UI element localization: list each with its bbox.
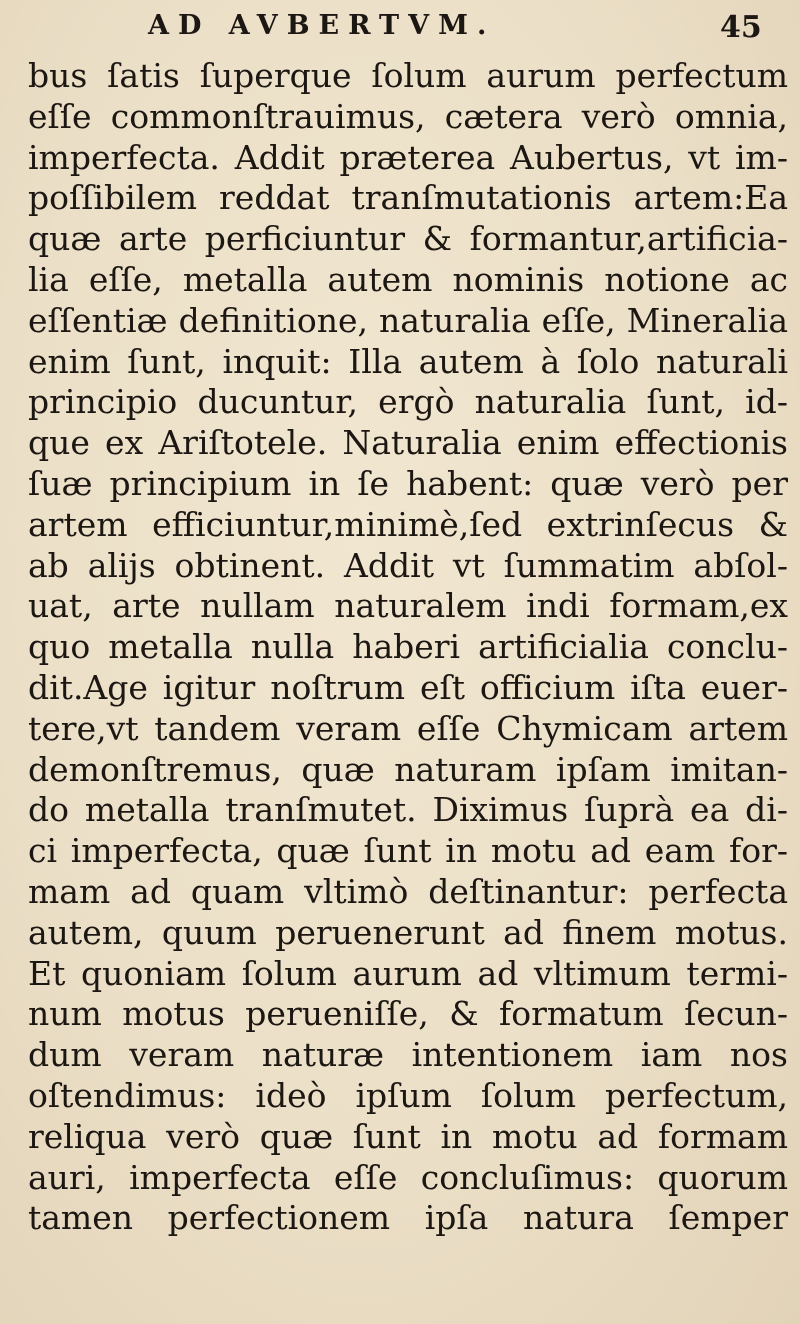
- running-title: AD AVBERTVM.: [148, 10, 496, 41]
- text-line: reliqua verò quæ ſunt in motu ad formam: [28, 1116, 788, 1156]
- text-line: num motus perueniſſe, & formatum ſecun-: [28, 994, 788, 1034]
- text-line: poſſibilem reddat tranſmutationis artem:Ea: [28, 178, 788, 218]
- text-line: bus ſatis ſuperque ſolum aurum perfectum: [28, 56, 788, 95]
- text-line: dit.Age igitur noſtrum eſt officium iſta euer-: [28, 667, 788, 707]
- text-line: auri, imperfecta eſſe concluſimus: quorum: [28, 1157, 788, 1197]
- text-line: tamen perfectionem ipſa natura ſemper: [28, 1198, 788, 1238]
- text-line: eſſentiæ definitione, naturalia eſſe, Mineralia: [28, 300, 788, 340]
- text-line: uat, arte nullam naturalem indi formam,ex: [28, 586, 788, 626]
- text-line: artem efficiuntur,minimè,ſed extrinſecus &: [28, 504, 788, 544]
- text-line: imperfecta. Addit præterea Aubertus, vt im-: [28, 137, 788, 177]
- page-number: 45: [720, 10, 762, 45]
- text-line: demonſtremus, quæ naturam ipſam imitan-: [28, 749, 788, 789]
- text-line: dum veram naturæ intentionem iam nos: [28, 1035, 788, 1075]
- text-line: quæ arte perficiuntur & formantur,artificia-: [28, 219, 788, 259]
- body-text: [28, 56, 788, 1239]
- running-head: [0, 4, 800, 48]
- text-line: do metalla tranſmutet. Diximus ſuprà ea di-: [28, 790, 788, 830]
- text-line: que ex Ariſtotele. Naturalia enim effectionis: [28, 423, 788, 463]
- text-line: principio ducuntur, ergò naturalia ſunt, id-: [28, 382, 788, 422]
- text-line: tere,vt tandem veram eſſe Chymicam artem: [28, 708, 788, 748]
- text-line: mam ad quam vltimò deſtinantur: perfecta: [28, 871, 788, 911]
- text-line: ab alijs obtinent. Addit vt ſummatim abſol-: [28, 545, 788, 585]
- text-line: ſuæ principium in ſe habent: quæ verò per: [28, 463, 788, 503]
- text-line: eſſe commonſtrauimus, cætera verò omnia,: [28, 96, 788, 136]
- text-line: ci imperfecta, quæ ſunt in motu ad eam for-: [28, 831, 788, 871]
- text-line: lia eſſe, metalla autem nominis notione ac: [28, 259, 788, 299]
- text-line: enim ſunt, inquit: Illa autem à ſolo naturali: [28, 341, 788, 381]
- text-line: Et quoniam ſolum aurum ad vltimum termi-: [28, 953, 788, 993]
- text-line: autem, quum peruenerunt ad finem motus.: [28, 912, 788, 952]
- text-line: oſtendimus: ideò ipſum ſolum perfectum,: [28, 1075, 788, 1115]
- text-line: quo metalla nulla haberi artificialia conclu-: [28, 627, 788, 667]
